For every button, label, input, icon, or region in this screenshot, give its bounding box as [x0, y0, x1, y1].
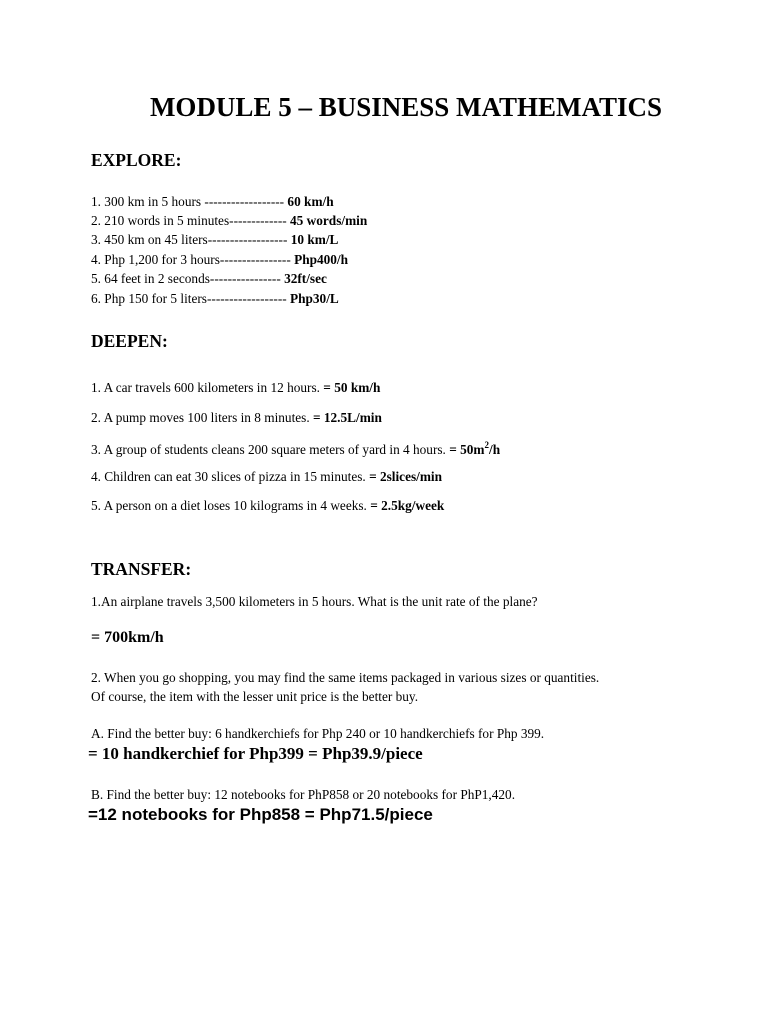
explore-question: 1. 300 km in 5 hours ------------------ — [91, 194, 288, 209]
explore-item — [91, 213, 367, 229]
page-title: MODULE 5 – BUSINESS MATHEMATICS — [149, 92, 663, 122]
deepen-answer-unit: /h — [489, 442, 501, 457]
explore-item — [91, 194, 334, 210]
explore-item — [91, 291, 339, 307]
deepen-question: 2. A pump moves 100 liters in 8 minutes. — [91, 410, 313, 425]
deepen-item — [91, 380, 380, 396]
transfer-heading: TRANSFER: — [91, 559, 192, 579]
deepen-question: 1. A car travels 600 kilometers in 12 hours. — [91, 380, 324, 395]
explore-item — [91, 232, 338, 248]
explore-question: 3. 450 km on 45 liters------------------ — [91, 232, 291, 247]
explore-answer: 45 words/min — [290, 213, 368, 228]
explore-answer: 32ft/sec — [284, 271, 327, 286]
transfer-question-b: B. Find the better buy: 12 notebooks for PhP858 or 20 notebooks for PhP1,420. — [91, 787, 516, 802]
explore-question: 6. Php 150 for 5 liters------------------ — [91, 291, 290, 306]
deepen-question: 4. Children can eat 30 slices of pizza in 15 minutes. — [91, 469, 370, 484]
deepen-answer: = 12.5L/min — [312, 410, 382, 425]
transfer-answer-a: = 10 handkerchief for Php399 = Php39.9/piece — [88, 744, 423, 763]
deepen-item — [91, 469, 442, 485]
explore-answer: 10 km/L — [290, 232, 339, 247]
transfer-question-2-line2: Of course, the item with the lesser unit price is the better buy. — [91, 689, 419, 704]
deepen-answer: = 2.5kg/week — [370, 498, 445, 513]
transfer-question-a: A. Find the better buy: 6 handkerchiefs for Php 240 or 10 handkerchiefs for Php 399. — [91, 726, 545, 741]
transfer-answer-1: = 700km/h — [91, 629, 164, 646]
deepen-question: 5. A person on a diet loses 10 kilograms in 4 weeks. — [91, 498, 371, 513]
explore-answer: 60 km/h — [287, 194, 334, 209]
explore-question: 2. 210 words in 5 minutes------------- — [91, 213, 291, 228]
deepen-item — [91, 410, 382, 426]
explore-item — [91, 271, 327, 287]
deepen-item — [91, 440, 500, 458]
deepen-answer: = 50m — [449, 442, 485, 457]
transfer-question-1: 1.An airplane travels 3,500 kilometers in 5 hours. What is the unit rate of the plane? — [91, 594, 538, 609]
explore-answer: Php30/L — [290, 291, 339, 306]
explore-heading: EXPLORE: — [91, 150, 182, 170]
deepen-heading: DEEPEN: — [91, 331, 168, 351]
deepen-answer: = 50 km/h — [323, 380, 381, 395]
explore-item — [91, 252, 348, 268]
deepen-question: 3. A group of students cleans 200 square meters of yard in 4 hours. — [91, 442, 450, 457]
explore-question: 5. 64 feet in 2 seconds---------------- — [91, 271, 285, 286]
deepen-item — [91, 498, 444, 514]
explore-question: 4. Php 1,200 for 3 hours---------------- — [91, 252, 295, 267]
transfer-answer-b: =12 notebooks for Php858 = Php71.5/piece — [88, 805, 433, 824]
deepen-answer-exponent: 2 — [484, 440, 489, 450]
transfer-question-2-line1: 2. When you go shopping, you may find the same items packaged in various sizes or quantities. — [91, 670, 600, 685]
deepen-answer: = 2slices/min — [369, 469, 443, 484]
explore-answer: Php400/h — [294, 252, 349, 267]
